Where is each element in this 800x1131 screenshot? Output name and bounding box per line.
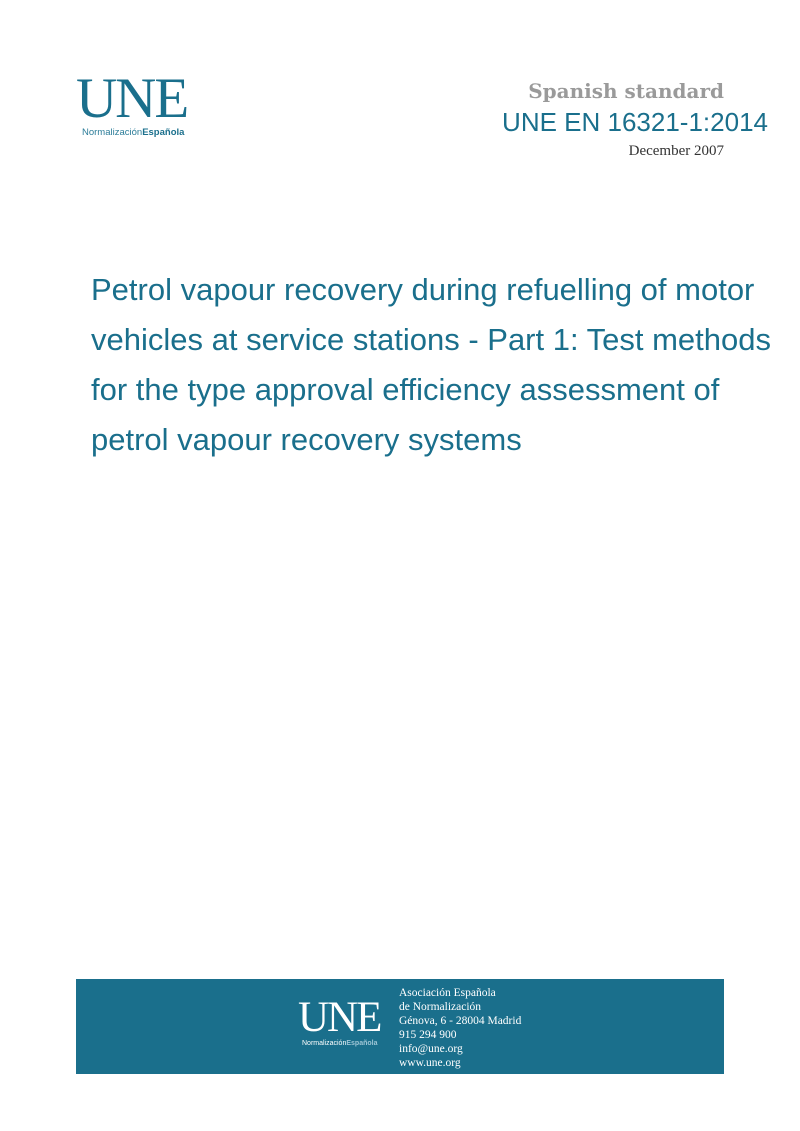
footer-org-line2: de Normalización [399,1001,482,1013]
logo-wordmark: UNE [76,67,188,130]
footer-band [76,979,724,1074]
logo-tagline [82,127,206,139]
footer-website: www.une.org [399,1057,461,1069]
footer-logo-tagline-part-a: Normalización [302,1040,347,1047]
footer-phone: 915 294 900 [399,1029,457,1041]
footer-email: info@une.org [399,1043,463,1055]
footer-address: Génova, 6 - 28004 Madrid [399,1015,522,1027]
une-logo [76,67,206,139]
footer-contact-info [399,986,521,1070]
footer-logo [298,994,388,1048]
document-title: Petrol vapour recovery during refuelling of motor vehicles at service stations - Part 1: Test methods for the type approval efficiency assessment of petrol vapour recovery systems [91,272,772,457]
footer-org-line1: Asociación Española [399,987,496,999]
logo-tagline-part-b: Española [142,127,185,138]
standard-date: December 2007 [628,143,724,159]
logo-tagline-part-a: Normalización [82,127,143,138]
standard-kind: Spanish standard [528,79,724,103]
footer-logo-wordmark: UNE [298,994,381,1041]
standard-header [502,78,768,162]
footer-logo-tagline [302,1039,388,1048]
footer-logo-tagline-part-b: Española [346,1040,378,1047]
standard-code: UNE EN 16321-1:2014 [502,107,768,137]
